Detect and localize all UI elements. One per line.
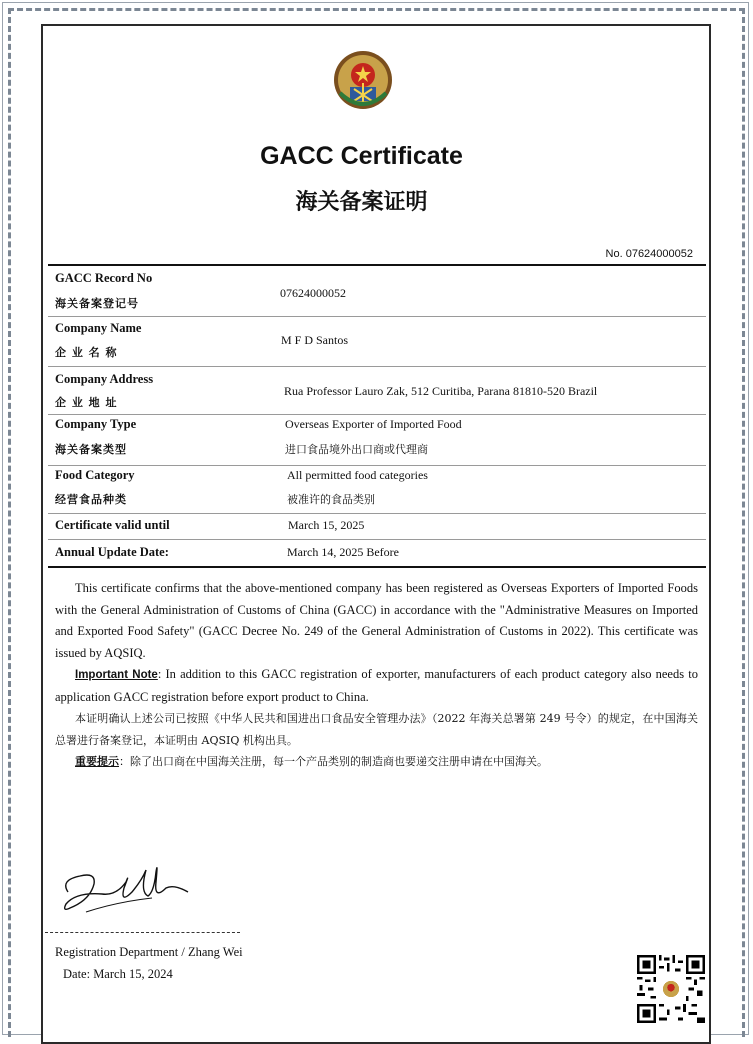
table-row-record-no <box>48 266 706 317</box>
signature-line <box>45 932 240 933</box>
company-type-label-cn: 海关备案类型 <box>55 443 127 456</box>
annual-update-label: Annual Update Date: <box>55 545 169 559</box>
frame-dashed-top <box>8 8 745 11</box>
company-name-label-en: Company Name <box>55 321 142 335</box>
company-address-value: Rua Professor Lauro Zak, 512 Curitiba, Parana 81810-520 Brazil <box>284 384 598 398</box>
frame-dashed-right <box>742 8 745 1037</box>
signature-icon <box>56 852 196 922</box>
qr-code-icon <box>637 955 705 1023</box>
important-note-text-cn: ：除了出口商在中国海关注册，每一个产品类别的制造商也要递交注册申请在中国海关。 <box>119 755 548 768</box>
certificate-title-cn: 海关备案证明 <box>295 190 428 215</box>
certificate-number: No. 07624000052 <box>605 248 693 260</box>
registration-department: Registration Department / Zhang Wei <box>55 945 243 959</box>
table-row-annual-update <box>48 540 706 566</box>
company-name-label-cn: 企 业 名 称 <box>55 346 118 359</box>
food-category-label-en: Food Category <box>55 468 135 482</box>
table-row-company-address <box>48 367 706 415</box>
record-no-value: 07624000052 <box>280 286 346 300</box>
company-type-label-en: Company Type <box>55 417 137 431</box>
record-no-label-cn: 海关备案登记号 <box>55 297 139 310</box>
certificate-details-table <box>48 264 706 568</box>
certificate-body <box>55 578 698 773</box>
table-row-company-type <box>48 415 706 466</box>
important-note-label-cn: 重要提示 <box>75 755 119 768</box>
customs-emblem-icon <box>332 49 394 111</box>
annual-update-value: March 14, 2025 Before <box>287 545 399 559</box>
certificate-title-en: GACC Certificate <box>260 142 463 170</box>
company-type-value-cn: 进口食品境外出口商或代理商 <box>285 443 428 456</box>
food-category-label-cn: 经营食品种类 <box>55 493 127 506</box>
important-note-en <box>55 664 698 708</box>
food-category-value-en: All permitted food categories <box>287 468 428 482</box>
company-name-value: M F D Santos <box>281 333 349 347</box>
valid-until-label: Certificate valid until <box>55 518 170 532</box>
table-row-food-category <box>48 466 706 514</box>
table-row-valid-until <box>48 514 706 540</box>
record-no-label-en: GACC Record No <box>55 271 153 285</box>
body-paragraph-cn: 本证明确认上述公司已按照《中华人民共和国进出口食品安全管理办法》（2022 年海关总署第 249 号令）的规定，在中国海关总署进行备案登记，本证明由 AQSIQ 机构出具。 <box>55 712 698 747</box>
table-row-company-name <box>48 317 706 367</box>
food-category-value-cn: 被准许的食品类别 <box>287 493 375 506</box>
important-note-text-en: : In addition to this GACC registration of exporter, manufacturers of each product category also needs to application GACC registration before export product to China. <box>55 667 698 704</box>
important-note-cn <box>55 751 698 773</box>
company-address-label-en: Company Address <box>55 372 154 386</box>
company-type-value-en: Overseas Exporter of Imported Food <box>285 417 462 431</box>
body-paragraph-en: This certificate confirms that the above-mentioned company has been registered as Overseas Exporters of Imported Foods with the General Administration of Customs of China (GACC) in accordance with the "Administrative Measures on Imported and Exported Food Safety" (GACC Decree No. 249 of the General Administration of Customs in 2022). This certificate was issued by AQSIQ. <box>55 581 698 660</box>
valid-until-value: March 15, 2025 <box>288 518 365 532</box>
important-note-label-en: Important Note <box>75 669 158 681</box>
company-address-label-cn: 企 业 地 址 <box>55 396 118 409</box>
issue-date: Date: March 15, 2024 <box>63 967 173 981</box>
